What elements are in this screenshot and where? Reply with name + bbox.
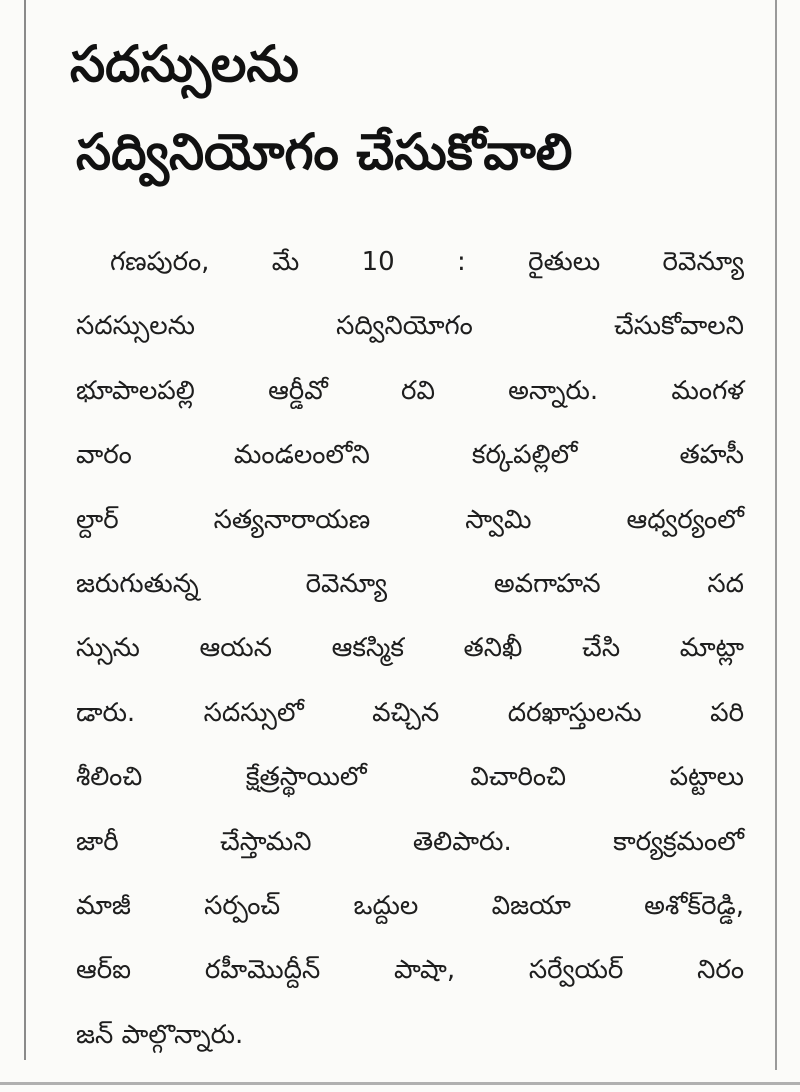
body-line-3: భూపాలపల్లి ఆర్డీవో రవి అన్నారు. మంగళ xyxy=(76,375,744,406)
body-line-4: వారం మండలంలోని కర్కపల్లిలో తహసీ xyxy=(76,440,744,471)
body-line-2: సదస్సులను సద్వినియోగం చేసుకోవాలని xyxy=(76,311,744,342)
bottom-rule xyxy=(0,1082,800,1085)
body-line-5: ల్దార్ సత్యనారాయణ స్వామి ఆధ్వర్యంలో xyxy=(76,504,744,535)
body-line-12: ఆర్ఐ రహీమొద్దీన్ పాషా, సర్వేయర్ నిరం xyxy=(76,955,744,986)
left-column-rule xyxy=(24,0,26,1060)
article-headline xyxy=(70,20,760,196)
body-line-1: గణపురం, మే 10 : రైతులు రెవెన్యూ xyxy=(110,247,744,277)
body-line-13: జన్ పాల్గొన్నారు. xyxy=(76,1019,244,1050)
body-line-7: స్సును ఆయన ఆకస్మిక తనిఖీ చేసి మాట్లా xyxy=(76,633,744,664)
body-line-11: మాజీ సర్పంచ్ ఒద్దుల విజయా అశోక్‌రెడ్డి, xyxy=(76,890,744,921)
body-line-6: జరుగుతున్న రెవెన్యూ అవగాహన సద xyxy=(76,568,744,599)
body-line-8: డారు. సదస్సులో వచ్చిన దరఖాస్తులను పరి xyxy=(76,697,744,728)
right-column-rule xyxy=(775,0,777,1070)
body-line-9: శీలించి క్షేత్రస్థాయిలో విచారించి పట్టాలు xyxy=(76,762,744,793)
headline-line-2: సద్వినియోగం చేసుకోవాలి xyxy=(76,123,573,181)
article-body xyxy=(76,230,744,1067)
headline-line-1: సదస్సులను xyxy=(70,35,299,93)
body-line-10: జారీ చేస్తామని తెలిపారు. కార్యక్రమంలో xyxy=(76,826,744,857)
